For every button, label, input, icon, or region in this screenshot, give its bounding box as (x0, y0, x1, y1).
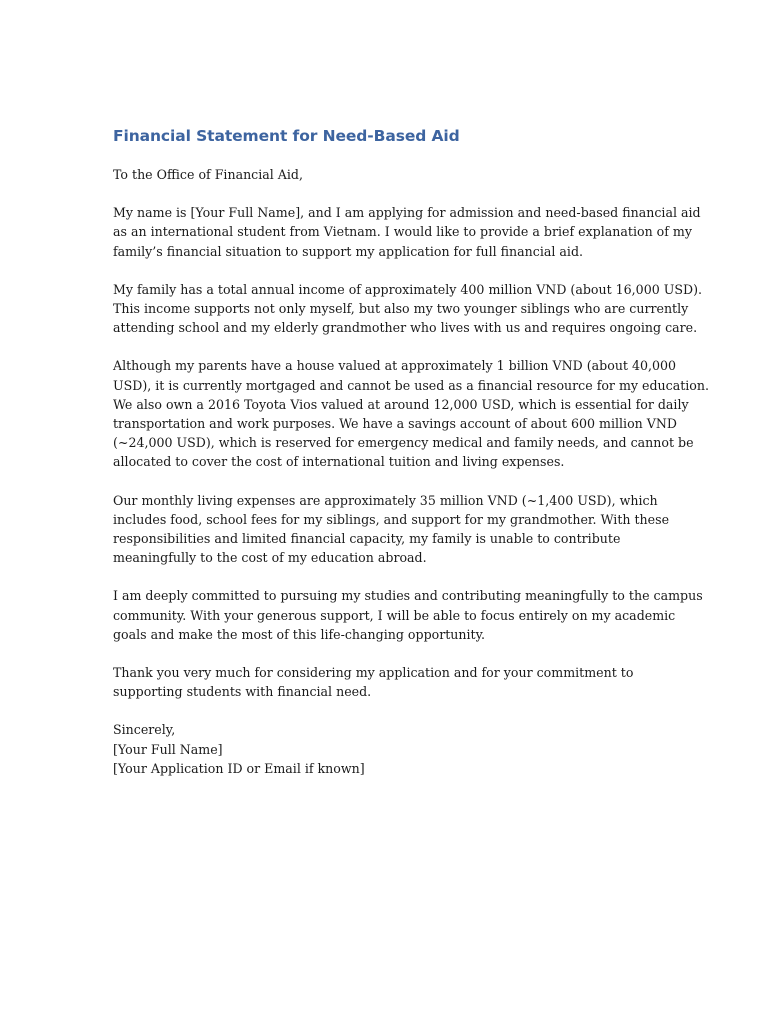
text-line: Our monthly living expenses are approximately 35 million VND (~1,400 USD), which (113, 492, 658, 508)
text-line: This income supports not only myself, but also my two younger siblings who are currently (113, 301, 689, 317)
closing (113, 720, 658, 778)
text-line: as an international student from Vietnam. I would like to provide a brief explanation of my (113, 224, 692, 240)
paragraph-thanks (113, 663, 658, 701)
text-line: goals and make the most of this life-changing opportunity. (113, 626, 486, 642)
text-line: meaningfully to the cost of my education abroad. (113, 550, 427, 566)
closing-name: [Your Full Name] (113, 741, 223, 757)
text-line: My name is [Your Full Name], and I am applying for admission and need-based financial aid (113, 205, 701, 221)
salutation-line: To the Office of Financial Aid, (113, 167, 303, 182)
text-line: transportation and work purposes. We have a savings account of about 600 million VND (113, 416, 677, 432)
closing-id-line: [Your Application ID or Email if known] (113, 760, 365, 776)
text-line: attending school and my elderly grandmother who lives with us and requires ongoing care. (113, 320, 698, 336)
text-line: allocated to cover the cost of international tuition and living expenses. (113, 454, 565, 470)
document-title: Financial Statement for Need-Based Aid (113, 127, 460, 145)
paragraph-expenses (113, 491, 670, 568)
paragraph-commitment (113, 586, 703, 644)
paragraph-assets (113, 356, 709, 471)
text-line: responsibilities and limited financial capacity, my family is unable to contribute (113, 531, 621, 547)
paragraph-income (113, 280, 702, 338)
letter-body (113, 124, 709, 797)
text-line: My family has a total annual income of approximately 400 million VND (about 16,000 USD). (113, 281, 702, 297)
text-line: includes food, school fees for my siblings, and support for my grandmother. With these (113, 511, 670, 527)
text-line: Thank you very much for considering my application and for your commitment to (113, 665, 634, 681)
text-line: I am deeply committed to pursuing my studies and contributing meaningfully to the campus (113, 588, 703, 604)
text-line: supporting students with financial need. (113, 684, 372, 700)
text-line: USD), it is currently mortgaged and cannot be used as a financial resource for my education. (113, 377, 709, 393)
closing-signoff: Sincerely, (113, 722, 176, 738)
text-line: Although my parents have a house valued at approximately 1 billion VND (about 40,000 (113, 358, 677, 374)
text-line: We also own a 2016 Toyota Vios valued at around 12,000 USD, which is essential for daily (113, 396, 689, 412)
text-line: community. With your generous support, I will be able to focus entirely on my academic (113, 607, 676, 623)
salutation (113, 165, 658, 184)
text-line: family’s financial situation to support my application for full financial aid. (113, 243, 584, 259)
text-line: (~24,000 USD), which is reserved for emergency medical and family needs, and cannot be (113, 435, 694, 451)
paragraph-introduction (113, 203, 701, 261)
